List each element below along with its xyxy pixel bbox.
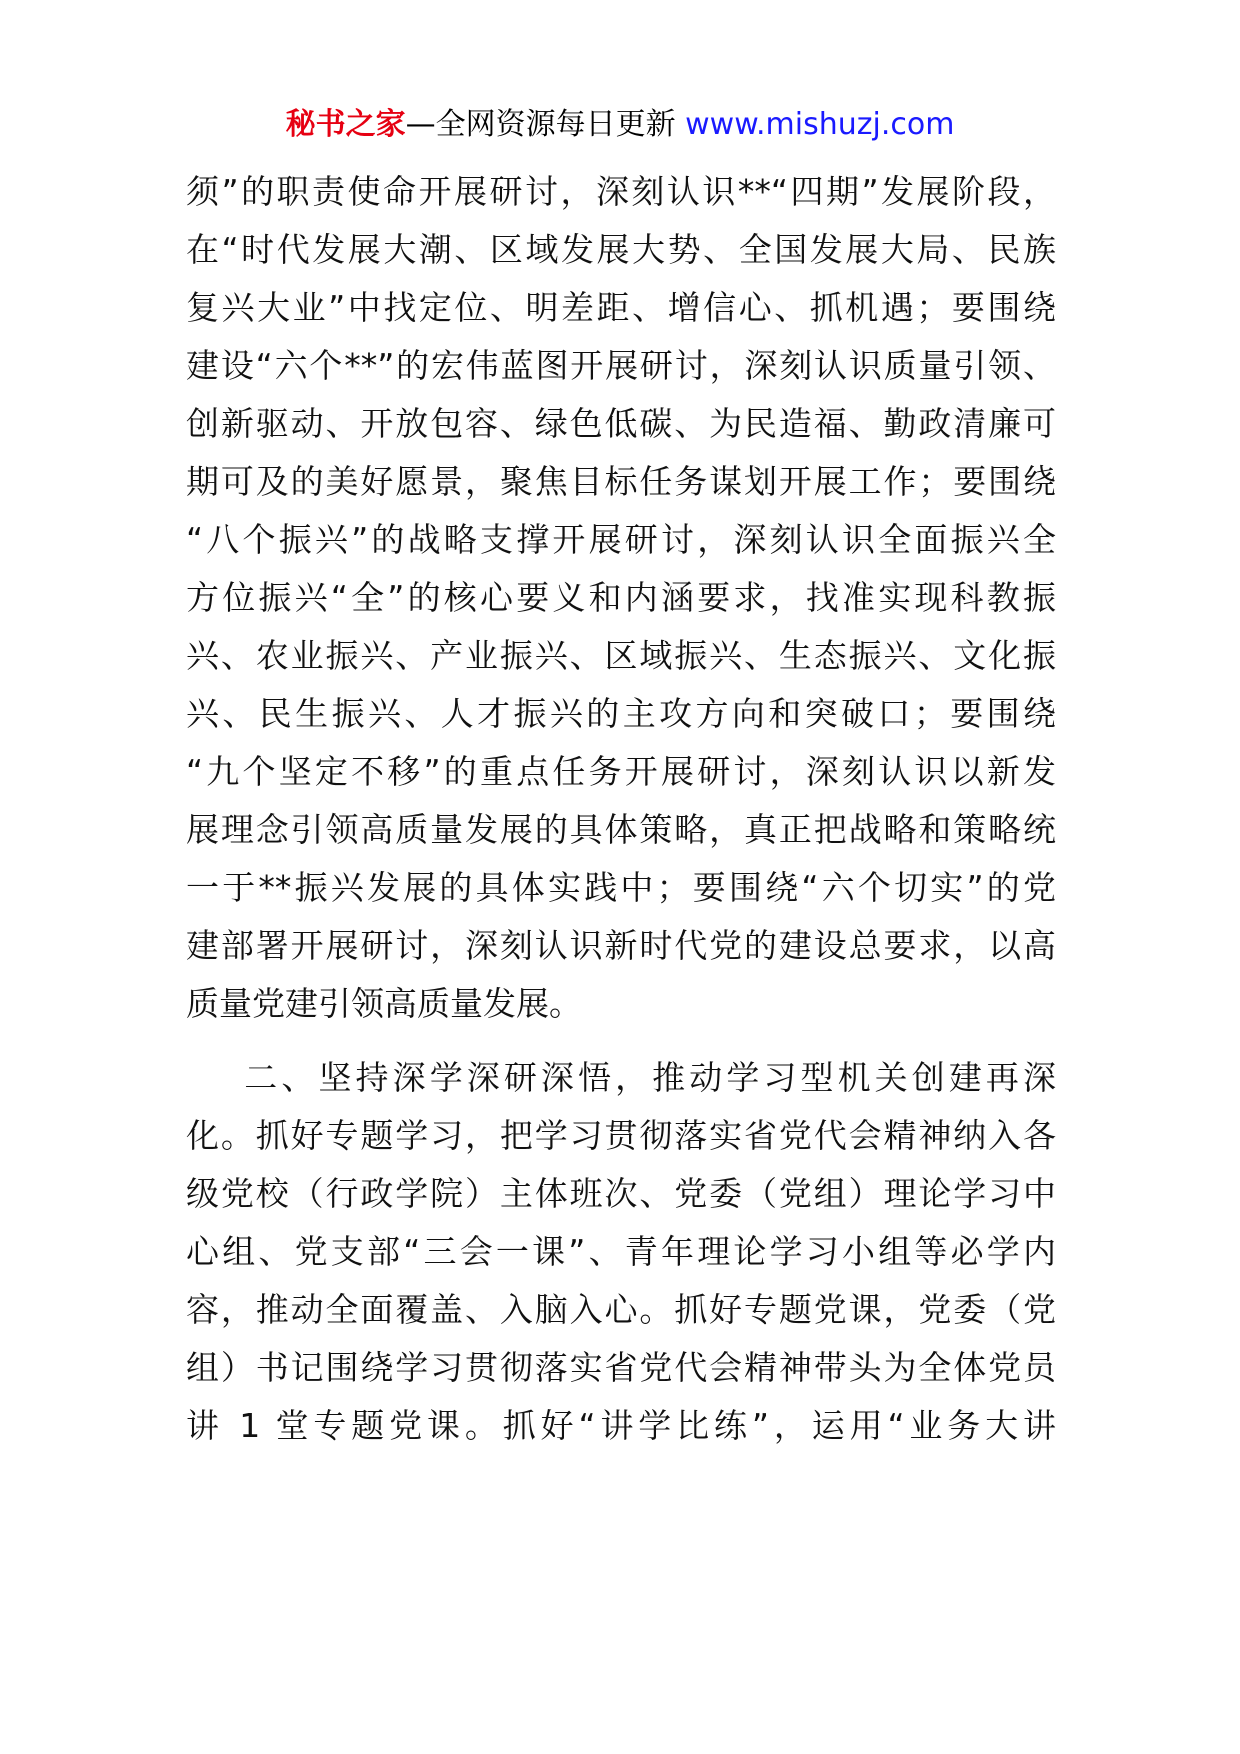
text-line: 级党校（行政学院）主体班次、党委（党组）理论学习中 <box>186 1174 1056 1213</box>
text-line: 化。抓好专题学习，把学习贯彻落实省党代会精神纳入各 <box>186 1116 1056 1155</box>
text-line: “九个坚定不移”的重点任务开展研讨，深刻认识以新发 <box>186 752 1056 791</box>
text-line: 心组、党支部“三会一课”、青年理论学习小组等必学内 <box>186 1232 1056 1271</box>
document-body <box>186 163 1056 1455</box>
text-line: 讲 1 堂专题党课。抓好“讲学比练”，运用“业务大讲 <box>186 1406 1056 1445</box>
paragraph-gap <box>186 1033 1056 1049</box>
text-line: 期可及的美好愿景，聚焦目标任务谋划开展工作；要围绕 <box>186 462 1056 501</box>
text-line: 容，推动全面覆盖、入脑入心。抓好专题党课，党委（党 <box>186 1290 1056 1329</box>
text-line: 须”的职责使命开展研讨，深刻认识**“四期”发展阶段， <box>186 172 1056 211</box>
text-line: 展理念引领高质量发展的具体策略，真正把战略和策略统 <box>186 810 1056 849</box>
section-heading-line: 二、坚持深学深研深悟，推动学习型机关创建再深 <box>186 1058 1056 1097</box>
text-line: 质量党建引领高质量发展。 <box>186 984 582 1023</box>
text-line: 兴、民生振兴、人才振兴的主攻方向和突破口；要围绕 <box>186 694 1056 733</box>
brand-name: 秘书之家 <box>285 107 406 142</box>
paragraph-1 <box>186 163 1056 1033</box>
text-line: 兴、农业振兴、产业振兴、区域振兴、生态振兴、文化振 <box>186 636 1056 675</box>
text-line: 创新驱动、开放包容、绿色低碳、为民造福、勤政清廉可 <box>186 404 1056 443</box>
text-line: 在“时代发展大潮、区域发展大势、全国发展大局、民族 <box>186 230 1056 269</box>
text-line: 方位振兴“全”的核心要义和内涵要求，找准实现科教振 <box>186 578 1056 617</box>
text-line: 建设“六个**”的宏伟蓝图开展研讨，深刻认识质量引领、 <box>186 346 1056 385</box>
text-line: “八个振兴”的战略支撑开展研讨，深刻认识全面振兴全 <box>186 520 1056 559</box>
text-line: 组）书记围绕学习贯彻落实省党代会精神带头为全体党员 <box>186 1348 1056 1387</box>
header-tagline: —全网资源每日更新 <box>405 107 686 142</box>
site-header <box>0 103 1240 147</box>
text-line: 复兴大业”中找定位、明差距、增信心、抓机遇；要围绕 <box>186 288 1056 327</box>
text-line: 一于**振兴发展的具体实践中；要围绕“六个切实”的党 <box>186 868 1056 907</box>
site-url-link[interactable]: www.mishuzj.com <box>685 107 955 142</box>
paragraph-2 <box>186 1049 1056 1455</box>
text-line: 建部署开展研讨，深刻认识新时代党的建设总要求，以高 <box>186 926 1056 965</box>
